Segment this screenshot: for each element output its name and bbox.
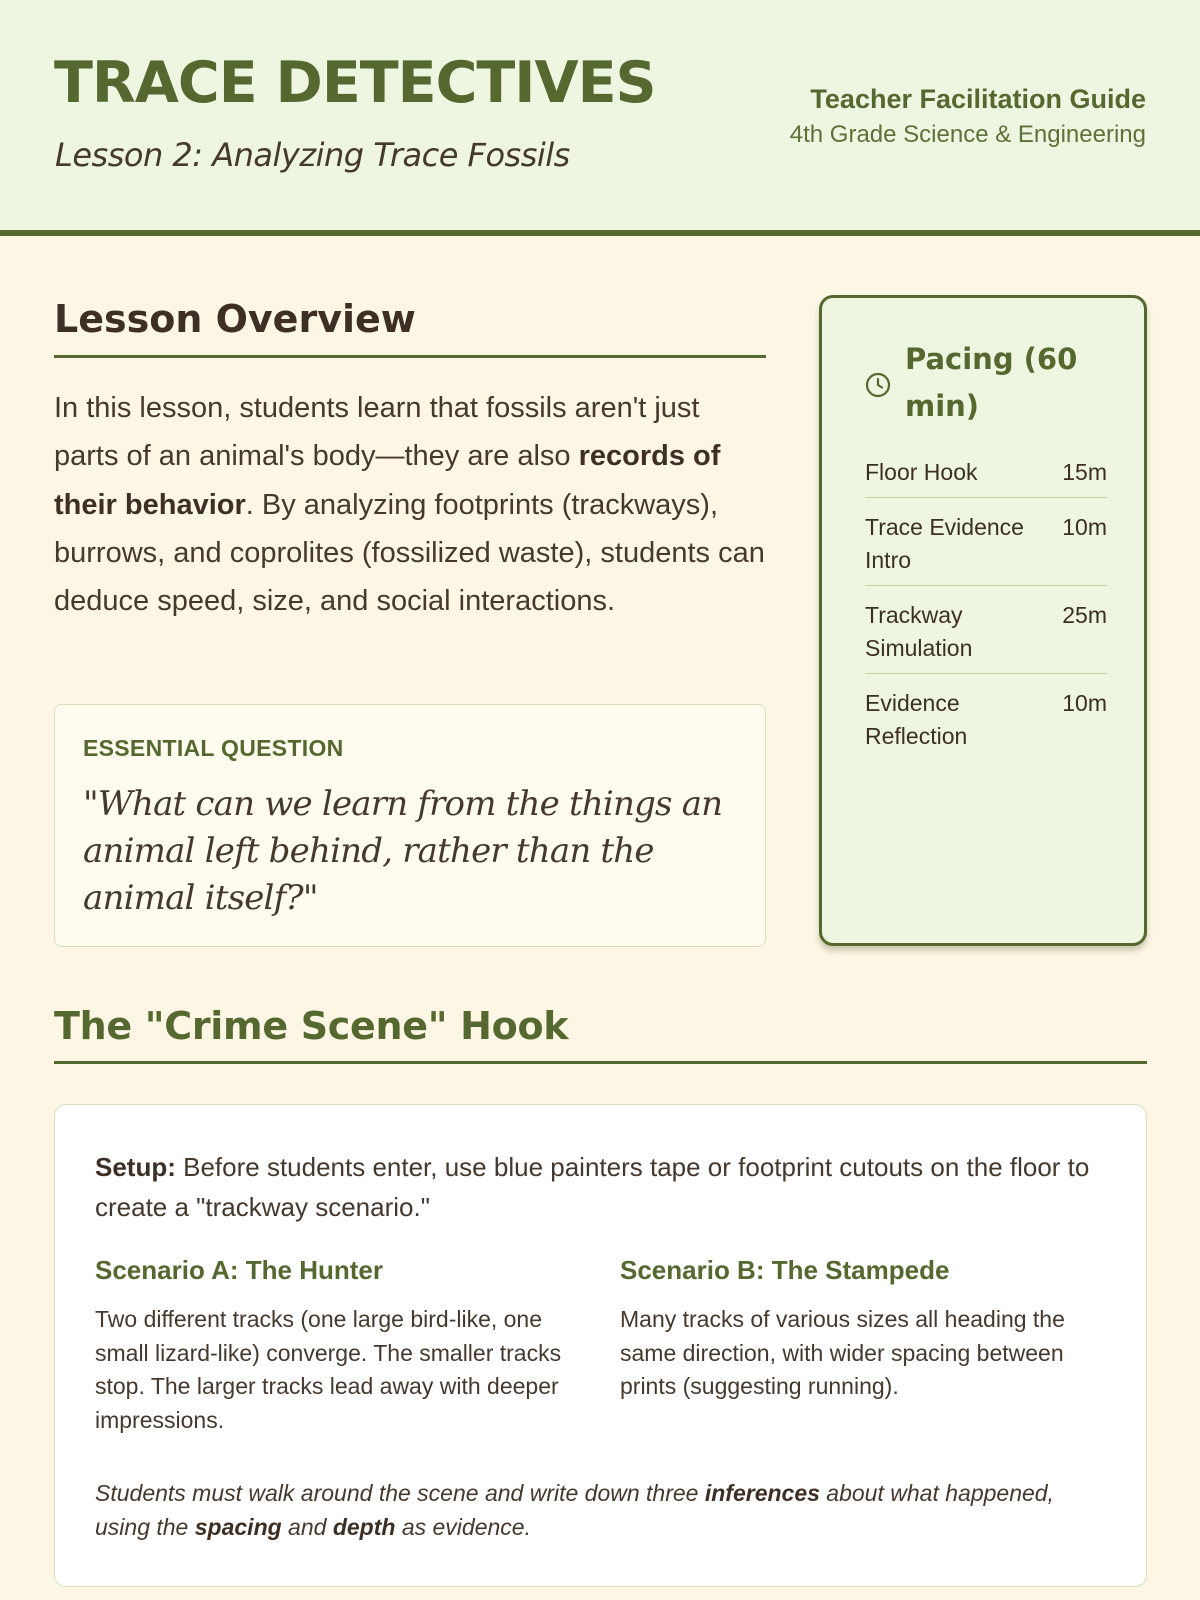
- pacing-activity: Evidence Reflection: [865, 690, 968, 749]
- pacing-title: Pacing (60 min): [905, 342, 1078, 423]
- hook-heading: The "Crime Scene" Hook: [54, 996, 1147, 1064]
- page-header: [0, 0, 1200, 236]
- instruction-emphasis: inferences: [704, 1480, 820, 1506]
- pacing-duration: 10m: [1062, 690, 1107, 716]
- instruction-text: and: [281, 1513, 333, 1540]
- pacing-activity: Trace Evidence Intro: [865, 514, 1024, 573]
- instruction-emphasis: spacing: [194, 1513, 282, 1540]
- scenario-a-text: Two different tracks (one large bird-like, one small lizard-like) converge. The smaller tracks stop. The larger tracks lead away with deeper impressions.: [95, 1306, 562, 1433]
- pacing-duration: 10m: [1062, 514, 1107, 540]
- pacing-row: [865, 456, 1107, 498]
- clock-icon: [865, 372, 891, 398]
- scenario-b-title: Scenario B: The Stampede: [620, 1255, 950, 1285]
- instruction-text: as evidence.: [395, 1513, 531, 1540]
- pacing-duration: 15m: [1062, 459, 1107, 485]
- pacing-card: [819, 295, 1147, 946]
- pacing-row: [865, 599, 1107, 674]
- pacing-duration: 25m: [1062, 602, 1107, 628]
- guide-label: Teacher Facilitation Guide: [810, 84, 1146, 114]
- essential-question-quote: "What can we learn from the things an animal left behind, rather than the animal itself?": [83, 784, 723, 918]
- pacing-row: [865, 511, 1107, 586]
- page-title: TRACE DETECTIVES: [54, 50, 656, 116]
- overview-text-1: In this lesson, students learn that fossils aren't just parts of an animal's body—they are also: [54, 392, 700, 473]
- scenario-a-title: Scenario A: The Hunter: [95, 1255, 383, 1285]
- setup-label: Setup:: [95, 1152, 176, 1182]
- instruction-emphasis: depth: [332, 1513, 396, 1540]
- pacing-activity: Floor Hook: [865, 459, 978, 485]
- instruction-text: Students must walk around the scene and write down three: [95, 1480, 705, 1506]
- overview-paragraph: [54, 384, 770, 625]
- essential-question-box: [54, 704, 766, 947]
- setup-text: Before students enter, use blue painters tape or footprint cutouts on the floor to create a "trackway scenario.": [95, 1152, 1090, 1222]
- setup-paragraph: [95, 1147, 1105, 1227]
- overview-heading: Lesson Overview: [54, 292, 766, 358]
- scenario-b-text: Many tracks of various sizes all heading the same direction, with wider spacing between prints (suggesting running).: [620, 1306, 1065, 1399]
- pacing-row: [865, 687, 1107, 762]
- grade-label: 4th Grade Science & Engineering: [789, 121, 1146, 148]
- hook-card: [54, 1104, 1147, 1587]
- essential-question-label: ESSENTIAL QUESTION: [83, 735, 344, 761]
- hook-instructions: [95, 1477, 1105, 1544]
- lesson-subtitle: Lesson 2: Analyzing Trace Fossils: [55, 136, 570, 174]
- instruction-text: about what happened, using the: [95, 1480, 1054, 1540]
- pacing-activity: Trackway Simulation: [865, 602, 973, 661]
- overview-text-2: . By analyzing footprints (trackways), burrows, and coprolites (fossilized waste), students can deduce speed, size, and social interactions.: [54, 488, 765, 618]
- overview-emphasis: records of their behavior: [54, 440, 721, 521]
